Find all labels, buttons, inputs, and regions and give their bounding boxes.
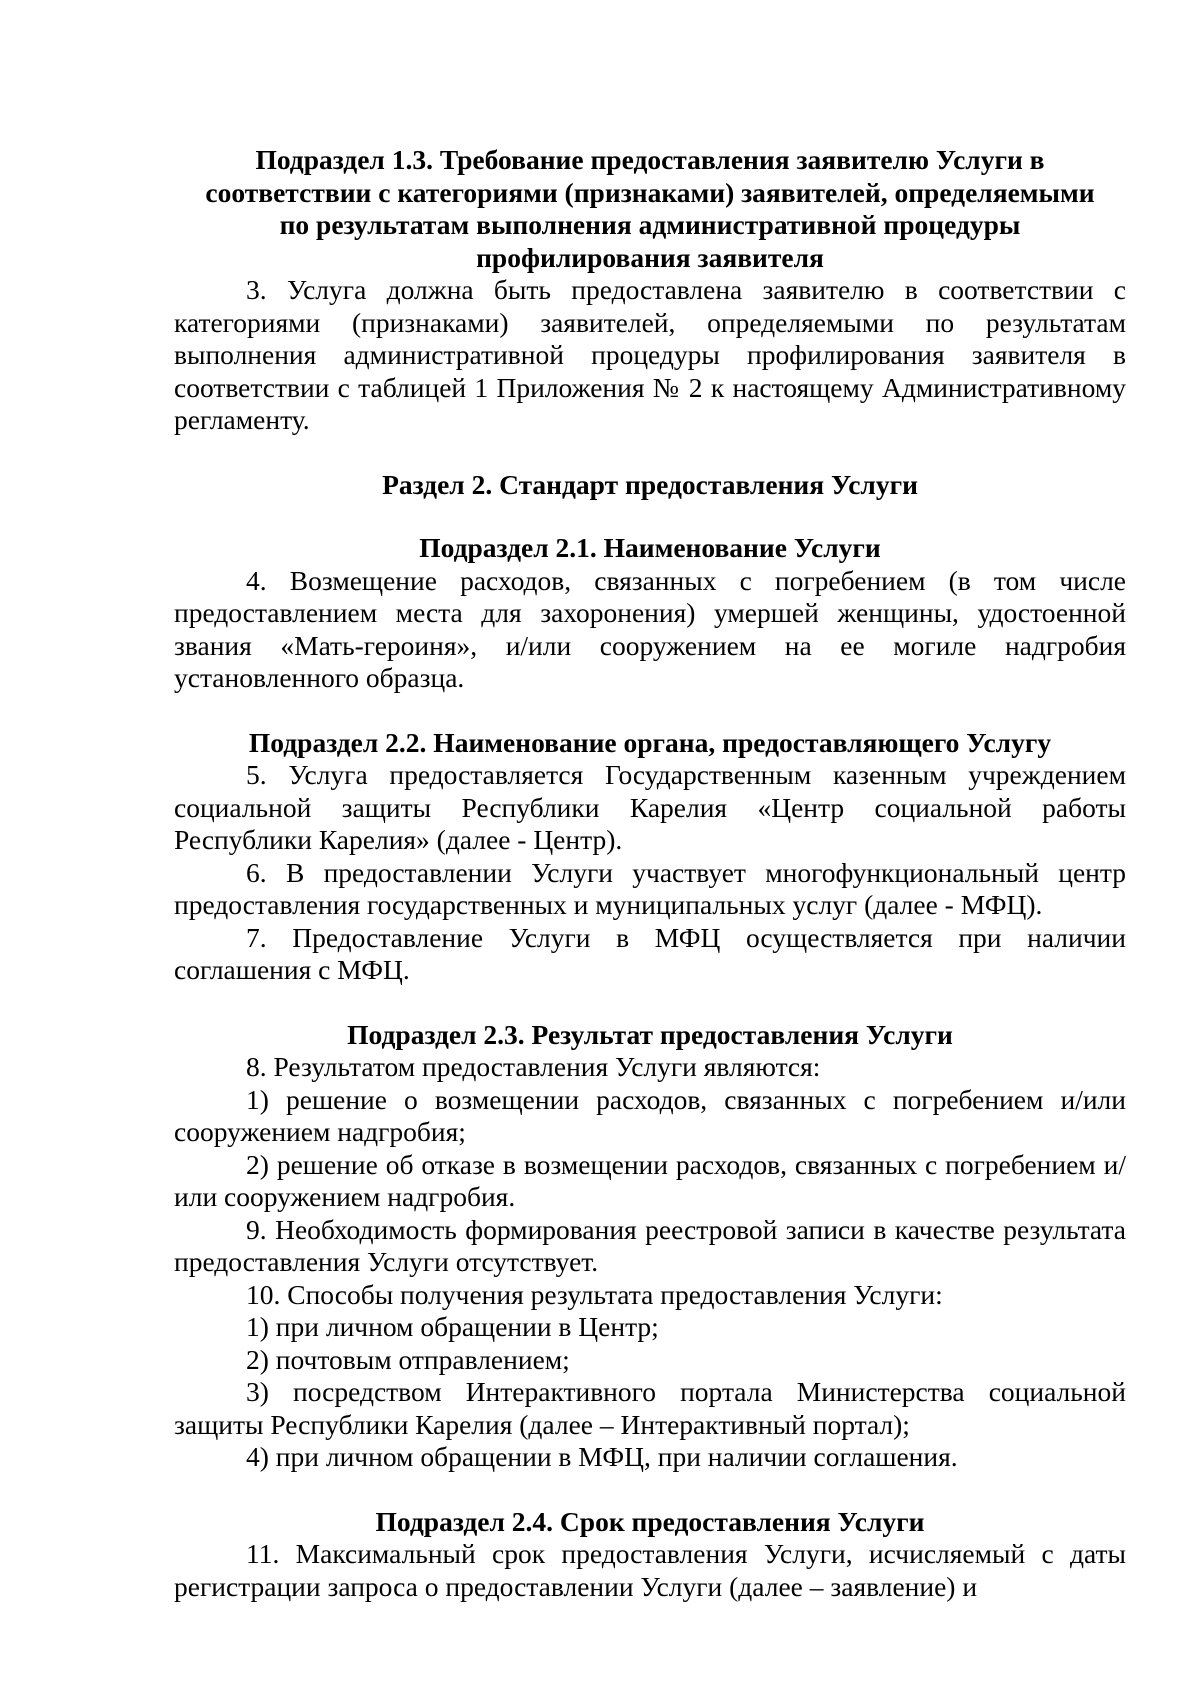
paragraph-10-item-2: 2) почтовым отправлением;	[246, 1343, 570, 1375]
section-2-heading: Раздел 2. Стандарт предоставления Услуги	[382, 468, 918, 500]
subsection-2-1-heading: Подраздел 2.1. Наименование Услуги	[419, 532, 881, 563]
spacer	[174, 1474, 1126, 1506]
spacer	[174, 437, 1126, 469]
paragraph-3: 3. Услуга должна быть предоставлена заявителю в соответствии с категориями (признаками) заявителей, определяемыми по результатам выполнения административной процедуры профилирования заявителя в соответствии с таблицей 1 Приложения № 2 к настоящему Административному регламенту.	[174, 274, 1126, 435]
paragraph-10: 10. Способы получения результата предоставления Услуги:	[246, 1278, 943, 1310]
subsection-2-3-heading: Подраздел 2.3. Результат предоставления Услуги	[347, 1018, 953, 1050]
paragraph-8: 8. Результатом предоставления Услуги являются:	[246, 1051, 821, 1082]
document-page	[174, 144, 1126, 1603]
paragraph-8-item-1: 1) решение о возмещении расходов, связанных с погребением и/или сооружением надгробия;	[174, 1083, 1126, 1147]
spacer	[174, 501, 1126, 532]
paragraph-10-item-4: 4) при личном обращении в МФЦ, при наличии соглашения.	[246, 1441, 958, 1472]
paragraph-10-item-1: 1) при личном обращении в Центр;	[246, 1311, 659, 1342]
paragraph-10-item-3: 3) посредством Интерактивного портала Министерства социальной защиты Республики Карелия (далее – Интерактивный портал);	[174, 1376, 1126, 1440]
paragraph-11: 11. Максимальный срок предоставления Услуги, исчисляемый с даты регистрации запроса о предоставлении Услуги (далее – заявление) и	[174, 1538, 1126, 1602]
paragraph-4: 4. Возмещение расходов, связанных с погребением (в том числе предоставлением места для захоронения) умершей женщины, удостоенной звания «Мать-героиня», и/или сооружением на ее могиле надгробия установленного образца.	[174, 564, 1126, 693]
subsection-1-3-heading: Подраздел 1.3. Требование предоставления заявителю Услуги в соответствии с категориями (признаками) заявителей, определяемыми по результатам выполнения административной процедуры профилирования заявителя	[205, 144, 1095, 273]
paragraph-7: 7. Предоставление Услуги в МФЦ осуществляется при наличии соглашения с МФЦ.	[174, 921, 1126, 985]
paragraph-5: 5. Услуга предоставляется Государственным казенным учреждением социальной защиты Республики Карелия «Центр социальной работы Республики Карелия» (далее - Центр).	[174, 759, 1126, 855]
spacer	[174, 695, 1126, 727]
subsection-2-2-heading: Подраздел 2.2. Наименование органа, предоставляющего Услугу	[248, 726, 1052, 758]
paragraph-9: 9. Необходимость формирования реестровой записи в качестве результата предоставления Услуги отсутствует.	[174, 1213, 1126, 1277]
paragraph-6: 6. В предоставлении Услуги участвует многофункциональный центр предоставления государственных и муниципальных услуг (далее - МФЦ).	[174, 856, 1126, 920]
subsection-2-4-heading: Подраздел 2.4. Срок предоставления Услуги	[375, 1505, 925, 1537]
paragraph-8-item-2: 2) решение об отказе в возмещении расходов, связанных с погребением и/или сооружением надгробия.	[174, 1148, 1126, 1212]
spacer	[174, 987, 1126, 1019]
